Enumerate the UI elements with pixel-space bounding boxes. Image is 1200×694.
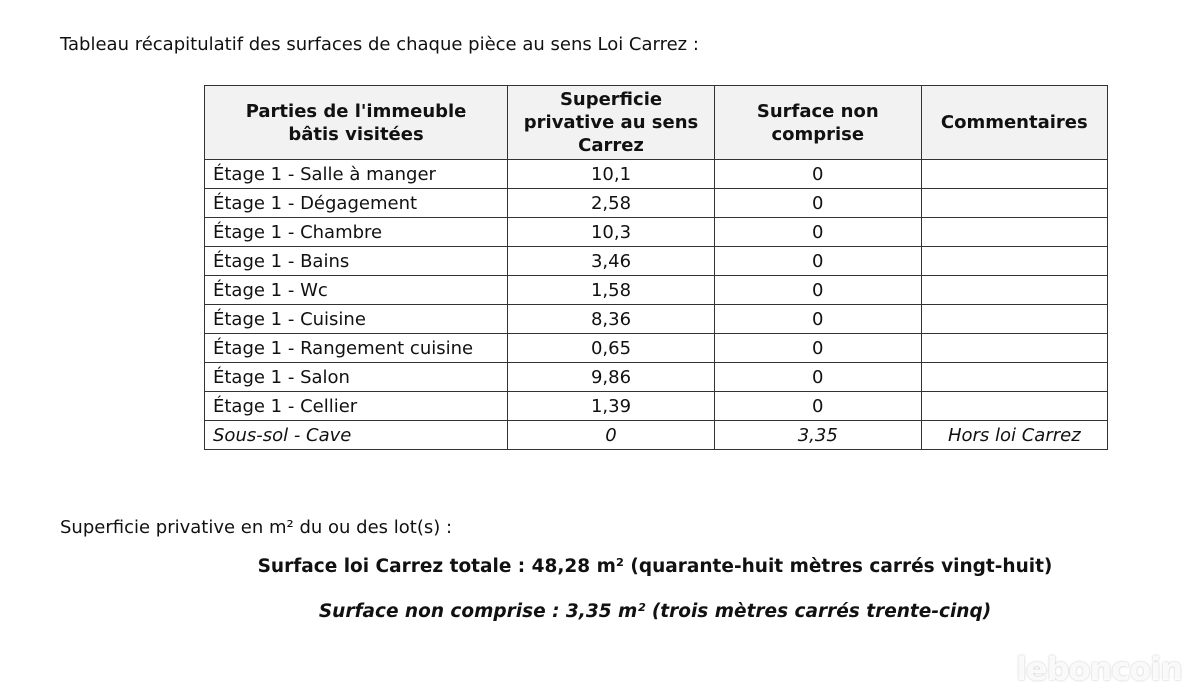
cell-name: Étage 1 - Rangement cuisine — [205, 334, 508, 363]
table-row — [205, 363, 1108, 392]
header-parts-line1: Parties de l'immeuble — [245, 100, 467, 122]
header-nc-line2: comprise — [771, 123, 865, 145]
cell-superficie: 2,58 — [508, 189, 715, 218]
cell-commentaire — [921, 276, 1107, 305]
table-row — [205, 392, 1108, 421]
cell-non-comprise: 0 — [714, 189, 921, 218]
cell-non-comprise: 0 — [714, 218, 921, 247]
cell-name: Étage 1 - Cellier — [205, 392, 508, 421]
header-parts — [205, 86, 508, 160]
table-row — [205, 276, 1108, 305]
cell-commentaire — [921, 189, 1107, 218]
cell-commentaire — [921, 392, 1107, 421]
cell-superficie: 10,3 — [508, 218, 715, 247]
table-row — [205, 334, 1108, 363]
cell-commentaire — [921, 305, 1107, 334]
cell-commentaire — [921, 247, 1107, 276]
cell-name: Étage 1 - Cuisine — [205, 305, 508, 334]
cell-non-comprise: 0 — [714, 363, 921, 392]
header-sup-line2: privative au sens — [523, 112, 699, 133]
table-row — [205, 421, 1108, 450]
header-superficie — [508, 86, 715, 160]
cell-name: Étage 1 - Dégagement — [205, 189, 508, 218]
cell-name: Étage 1 - Salon — [205, 363, 508, 392]
cell-non-comprise: 0 — [714, 247, 921, 276]
cell-name: Sous-sol - Cave — [205, 421, 508, 450]
cell-commentaire — [921, 218, 1107, 247]
intro-text: Tableau récapitulatif des surfaces de chaque pièce au sens Loi Carrez : — [60, 34, 699, 55]
cell-non-comprise: 3,35 — [714, 421, 921, 450]
cell-commentaire — [921, 160, 1107, 189]
cell-commentaire — [921, 334, 1107, 363]
non-comprise-line: Surface non comprise : 3,35 m² (trois mètres carrés trente-cinq) — [318, 601, 992, 622]
cell-non-comprise: 0 — [714, 160, 921, 189]
leboncoin-watermark: leboncoin — [1015, 650, 1182, 688]
cell-commentaire: Hors loi Carrez — [921, 421, 1107, 450]
cell-name: Étage 1 - Chambre — [205, 218, 508, 247]
superficie-subtitle: Superficie privative en m² du ou des lot(s) : — [60, 517, 453, 538]
cell-name: Étage 1 - Wc — [205, 276, 508, 305]
cell-non-comprise: 0 — [714, 334, 921, 363]
header-sup-line3: Carrez — [578, 135, 644, 156]
cell-superficie: 0 — [508, 421, 715, 450]
cell-superficie: 9,86 — [508, 363, 715, 392]
cell-superficie: 1,58 — [508, 276, 715, 305]
header-nc-line1: Surface non — [756, 100, 879, 122]
total-carrez-line: Surface loi Carrez totale : 48,28 m² (quarante-huit mètres carrés vingt-huit) — [257, 556, 1053, 577]
table-row — [205, 247, 1108, 276]
header-parts-line2: bâtis visitées — [288, 123, 424, 145]
header-sup-line1: Superficie — [559, 89, 663, 110]
table-row — [205, 189, 1108, 218]
cell-superficie: 1,39 — [508, 392, 715, 421]
cell-superficie: 8,36 — [508, 305, 715, 334]
cell-name: Étage 1 - Salle à manger — [205, 160, 508, 189]
cell-commentaire — [921, 363, 1107, 392]
header-commentaires: Commentaires — [921, 86, 1107, 160]
header-non-comprise — [714, 86, 921, 160]
cell-non-comprise: 0 — [714, 392, 921, 421]
surfaces-table — [204, 85, 1108, 450]
cell-name: Étage 1 - Bains — [205, 247, 508, 276]
table-header-row — [205, 86, 1108, 160]
table-row — [205, 305, 1108, 334]
table-row — [205, 218, 1108, 247]
cell-superficie: 0,65 — [508, 334, 715, 363]
cell-superficie: 3,46 — [508, 247, 715, 276]
cell-non-comprise: 0 — [714, 276, 921, 305]
cell-superficie: 10,1 — [508, 160, 715, 189]
table-row — [205, 160, 1108, 189]
cell-non-comprise: 0 — [714, 305, 921, 334]
